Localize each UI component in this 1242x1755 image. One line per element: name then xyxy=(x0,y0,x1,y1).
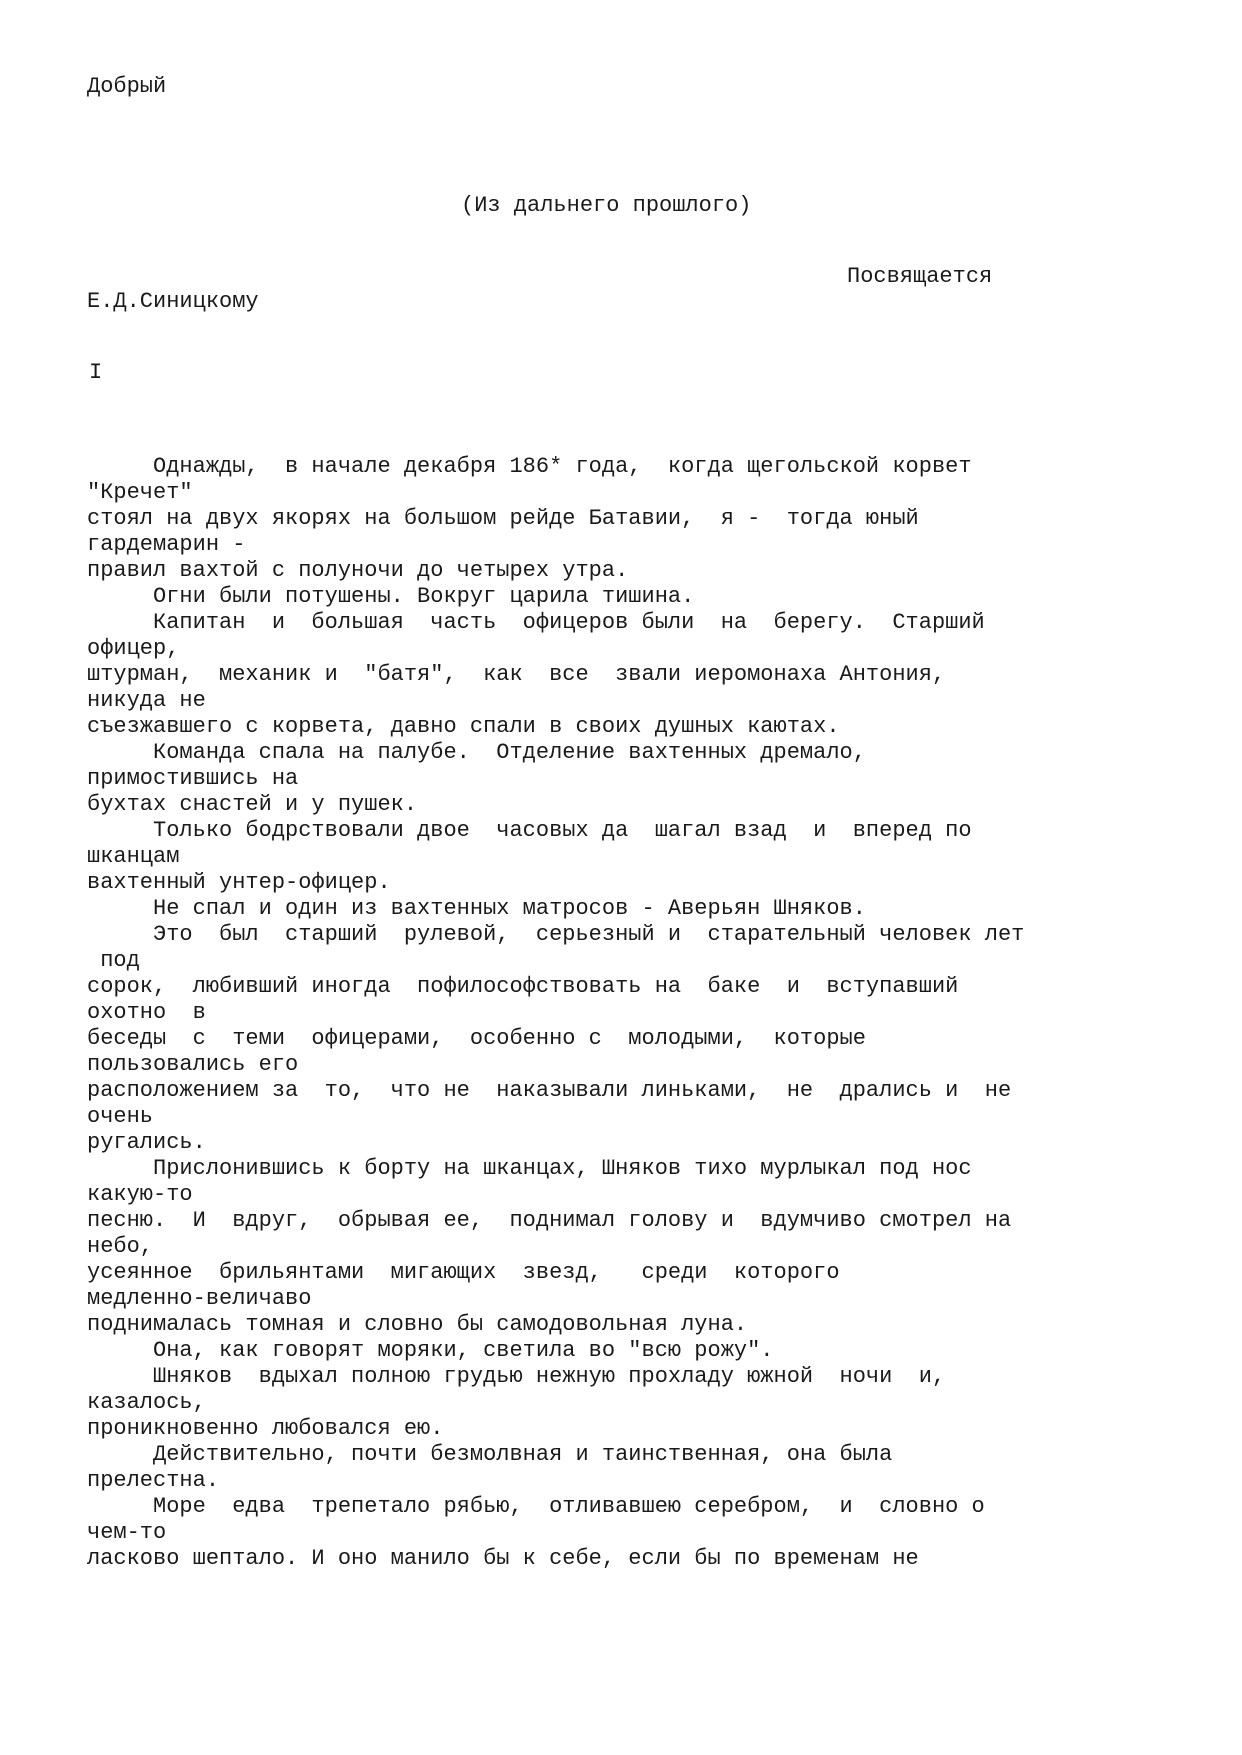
body-line: Это был старший рулевой, серьезный и старательный человек лет xyxy=(87,922,1025,947)
body-line: бухтах снастей и у пушек. xyxy=(87,792,418,817)
body-line: Шняков вдыхал полною грудью нежную прохладу южной ночи и, xyxy=(87,1364,946,1389)
body-line: пользовались его xyxy=(87,1052,299,1077)
body-line: Команда спала на палубе. Отделение вахтенных дремало, xyxy=(87,740,866,765)
body-line: никуда не xyxy=(87,688,206,713)
body-line: правил вахтой с полуночи до четырех утра. xyxy=(87,558,629,583)
body-line: Действительно, почти безмолвная и таинственная, она была xyxy=(87,1442,893,1467)
body-line: чем-то xyxy=(87,1520,167,1545)
body-line: прелестна. xyxy=(87,1468,220,1493)
body-line: песню. И вдруг, обрывая ее, поднимал голову и вдумчиво смотрел на xyxy=(87,1208,1012,1233)
body-line: Не спал и один из вахтенных матросов - Аверьян Шняков. xyxy=(87,896,866,921)
body-line: беседы с теми офицерами, особенно с молодыми, которые xyxy=(87,1026,866,1051)
body-line: шканцам xyxy=(87,844,180,869)
body-line: стоял на двух якорях на большом рейде Батавии, я - тогда юный xyxy=(87,506,919,531)
dedication-line-2: Е.Д.Синицкому xyxy=(87,289,259,314)
body-line: съезжавшего с корвета, давно спали в своих душных каютах. xyxy=(87,714,840,739)
body-line: ласково шептало. И оно манило бы к себе, если бы по временам не xyxy=(87,1546,919,1571)
body-line: офицер, xyxy=(87,636,180,661)
heading: Добрый xyxy=(87,74,167,99)
subtitle: (Из дальнего прошлого) xyxy=(461,193,752,218)
body-line: вахтенный унтер-офицер. xyxy=(87,870,391,895)
body-line: охотно в xyxy=(87,1000,206,1025)
chapter-number: I xyxy=(89,360,103,385)
body-line: примостившись на xyxy=(87,766,299,791)
body-line: усеянное брильянтами мигающих звезд, среди которого xyxy=(87,1260,840,1285)
body-line: казалось, xyxy=(87,1390,206,1415)
body-line: поднималась томная и словно бы самодовольная луна. xyxy=(87,1312,748,1337)
body-line: штурман, механик и "батя", как все звали иеромонаха Антония, xyxy=(87,662,946,687)
body-line: Капитан и большая часть офицеров были на берегу. Старший xyxy=(87,610,985,635)
body-text xyxy=(87,454,1024,1572)
body-line: Прислонившись к борту на шканцах, Шняков тихо мурлыкал под нос xyxy=(87,1156,972,1181)
body-line: Она, как говорят моряки, светила во "всю рожу". xyxy=(87,1338,774,1363)
body-line: Огни были потушены. Вокруг царила тишина. xyxy=(87,584,695,609)
dedication-line-1: Посвящается xyxy=(847,264,993,289)
body-line: Однажды, в начале декабря 186* года, когда щегольской корвет xyxy=(87,454,972,479)
body-line: сорок, любивший иногда пофилософствовать на баке и вступавший xyxy=(87,974,959,999)
body-line: расположением за то, что не наказывали линьками, не дрались и не xyxy=(87,1078,1012,1103)
body-line: очень xyxy=(87,1104,154,1129)
body-line: Море едва трепетало рябью, отливавшею серебром, и словно о xyxy=(87,1494,985,1519)
body-line: какую-то xyxy=(87,1182,193,1207)
body-line: ругались. xyxy=(87,1130,206,1155)
body-line: гардемарин - xyxy=(87,532,246,557)
body-line: небо, xyxy=(87,1234,154,1259)
body-line: проникновенно любовался ею. xyxy=(87,1416,444,1441)
body-line: "Кречет" xyxy=(87,480,193,505)
body-line: Только бодрствовали двое часовых да шагал взад и вперед по xyxy=(87,818,972,843)
body-line: под xyxy=(87,948,140,973)
body-line: медленно-величаво xyxy=(87,1286,312,1311)
